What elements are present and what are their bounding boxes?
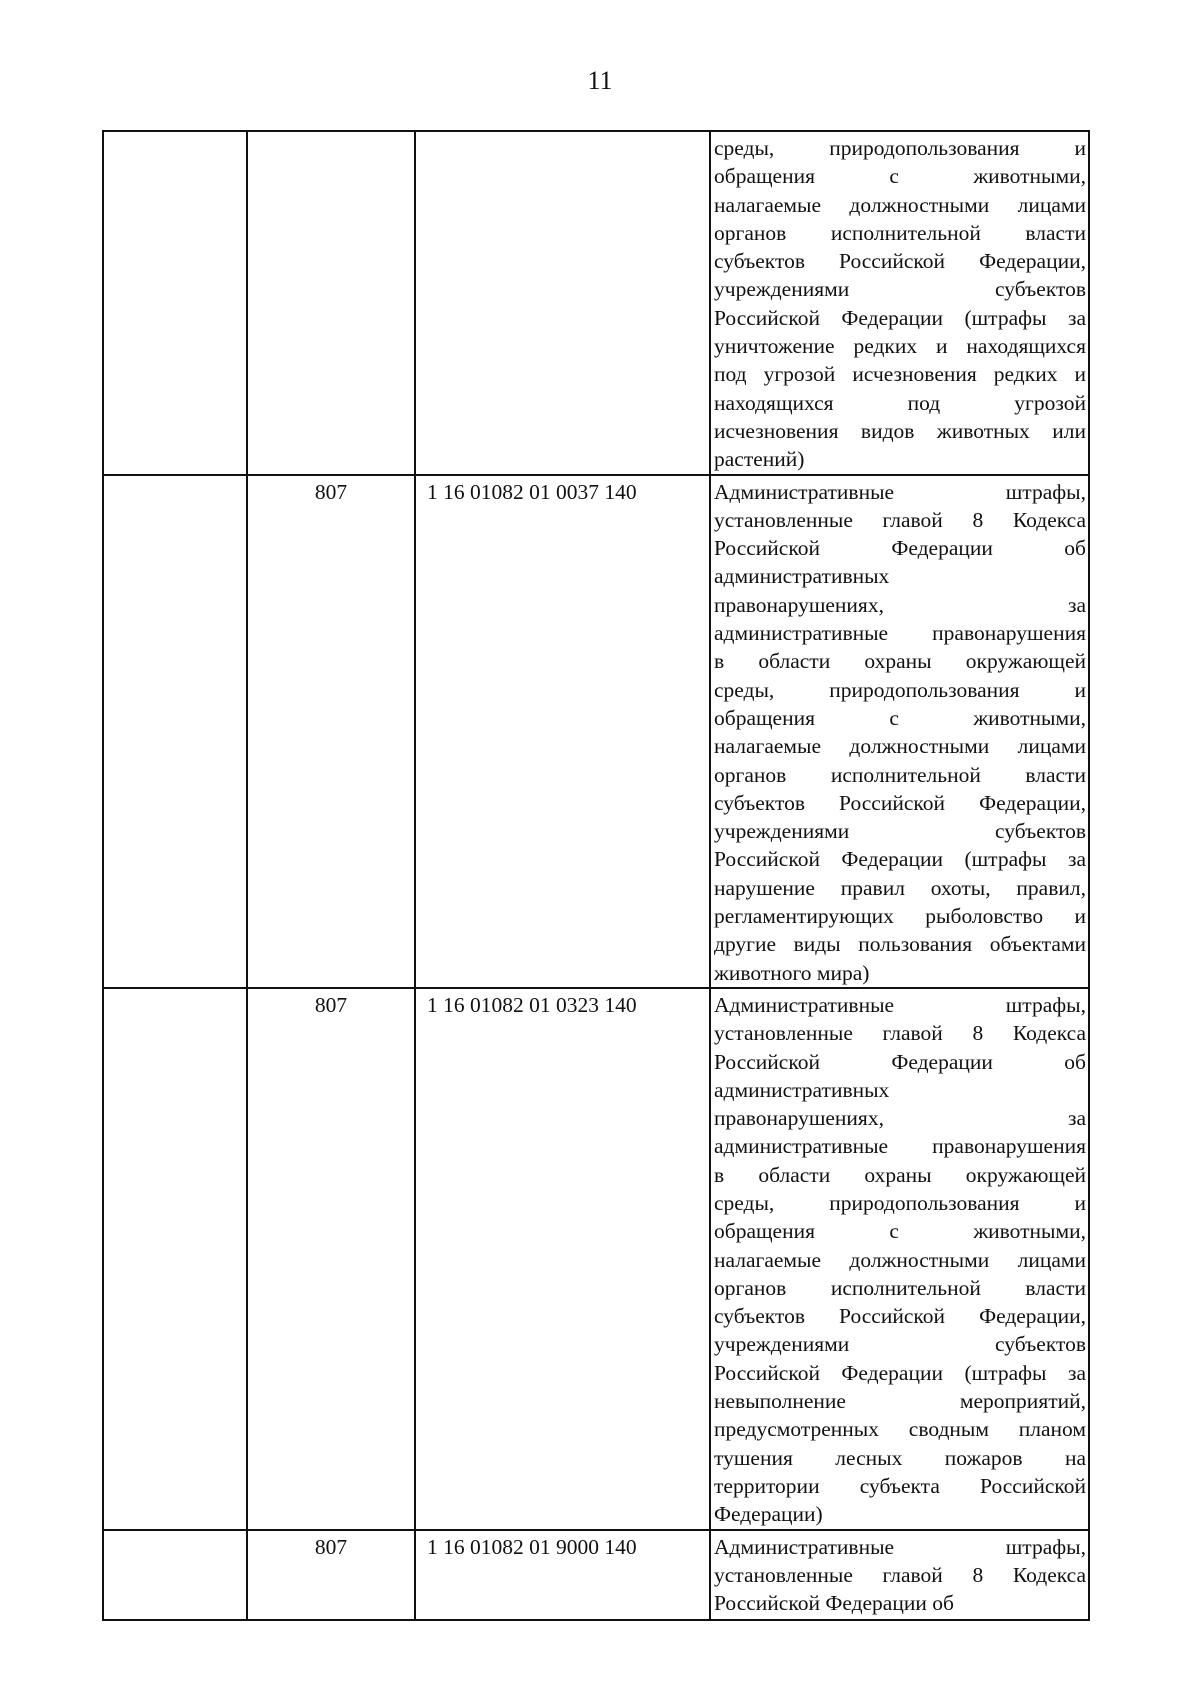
kbk-code-cell: 1 16 01082 01 0037 140	[415, 475, 710, 988]
description-line: находящихся под угрозой	[714, 390, 1086, 415]
description-line: среды, природопользования и	[714, 136, 1086, 160]
empty-cell	[103, 1530, 247, 1620]
description-line: в области охраны окружающей	[714, 1162, 1086, 1187]
description-line: налагаемые должностными лицами	[714, 1247, 1086, 1272]
description-line: административные правонарушения	[714, 1134, 1086, 1159]
description-line: Российской Федерации (штрафы за	[714, 1360, 1086, 1385]
description-line: учреждениями субъектов	[714, 277, 1086, 302]
description-line: правонарушениях, за	[714, 592, 1086, 617]
description-line: предусмотренных сводным планом	[714, 1417, 1086, 1442]
description-line: органов исполнительной власти	[714, 1275, 1086, 1300]
description-cell	[710, 1530, 1089, 1620]
description-line: Российской Федерации (штрафы за	[714, 305, 1086, 330]
description-line: животного мира)	[714, 960, 870, 985]
description-line: административных	[714, 1077, 890, 1102]
description-line: обращения с животными,	[714, 164, 1086, 189]
description-line: учреждениями субъектов	[714, 819, 1086, 844]
description-line: установленные главой 8 Кодекса	[714, 507, 1086, 532]
empty-cell	[103, 131, 247, 475]
description-line: в области охраны окружающей	[714, 649, 1086, 674]
description-line: административных	[714, 564, 890, 589]
description-line: установленные главой 8 Кодекса	[714, 1562, 1086, 1587]
description-line: налагаемые должностными лицами	[714, 192, 1086, 217]
description-line: нарушение правил охоты, правил,	[714, 875, 1086, 900]
kbk-code-cell: 1 16 01082 01 9000 140	[415, 1530, 710, 1620]
description-line: уничтожение редких и находящихся	[714, 334, 1086, 359]
description-line: Российской Федерации об	[714, 1591, 954, 1616]
table-row	[103, 131, 1089, 475]
description-line: субъектов Российской Федерации,	[714, 790, 1086, 815]
description-line: субъектов Российской Федерации,	[714, 1304, 1086, 1329]
description-line: Федерации)	[714, 1502, 823, 1527]
description-line: другие виды пользования объектами	[714, 932, 1086, 957]
table-row	[103, 1530, 1089, 1620]
admin-code-cell	[247, 131, 415, 475]
description-line: правонарушениях, за	[714, 1106, 1086, 1131]
description-line: учреждениями субъектов	[714, 1332, 1086, 1357]
description-cell	[710, 988, 1089, 1530]
description-line: тушения лесных пожаров на	[714, 1445, 1086, 1470]
budget-codes-table	[102, 130, 1090, 1621]
description-cell	[710, 131, 1089, 475]
description-line: Российской Федерации об	[714, 536, 1086, 561]
description-line: административные правонарушения	[714, 621, 1086, 646]
description-line: Административные штрафы,	[714, 1534, 1086, 1559]
description-cell	[710, 475, 1089, 988]
kbk-code-cell	[415, 131, 710, 475]
kbk-code-cell: 1 16 01082 01 0323 140	[415, 988, 710, 1530]
description-line: территории субъекта Российской	[714, 1473, 1086, 1498]
description-line: органов исполнительной власти	[714, 220, 1086, 245]
admin-code-cell: 807	[247, 475, 415, 988]
description-line: среды, природопользования и	[714, 1190, 1086, 1215]
description-line: органов исполнительной власти	[714, 762, 1086, 787]
empty-cell	[103, 988, 247, 1530]
description-line: Административные штрафы,	[714, 479, 1086, 504]
table-row	[103, 988, 1089, 1530]
description-line: установленные главой 8 Кодекса	[714, 1021, 1086, 1046]
description-line: субъектов Российской Федерации,	[714, 249, 1086, 274]
admin-code-cell: 807	[247, 1530, 415, 1620]
empty-cell	[103, 475, 247, 988]
description-line: Административные штрафы,	[714, 992, 1086, 1017]
description-line: растений)	[714, 447, 805, 472]
description-line: под угрозой исчезновения редких и	[714, 362, 1086, 387]
description-line: Российской Федерации об	[714, 1049, 1086, 1074]
table-row	[103, 475, 1089, 988]
description-line: Российской Федерации (штрафы за	[714, 847, 1086, 872]
description-line: налагаемые должностными лицами	[714, 734, 1086, 759]
description-line: обращения с животными,	[714, 1219, 1086, 1244]
description-line: регламентирующих рыболовство и	[714, 904, 1086, 929]
admin-code-cell: 807	[247, 988, 415, 1530]
description-line: обращения с животными,	[714, 705, 1086, 730]
page-number: 11	[587, 66, 613, 95]
description-line: исчезновения видов животных или	[714, 418, 1086, 443]
description-line: среды, природопользования и	[714, 677, 1086, 702]
description-line: невыполнение мероприятий,	[714, 1389, 1086, 1414]
